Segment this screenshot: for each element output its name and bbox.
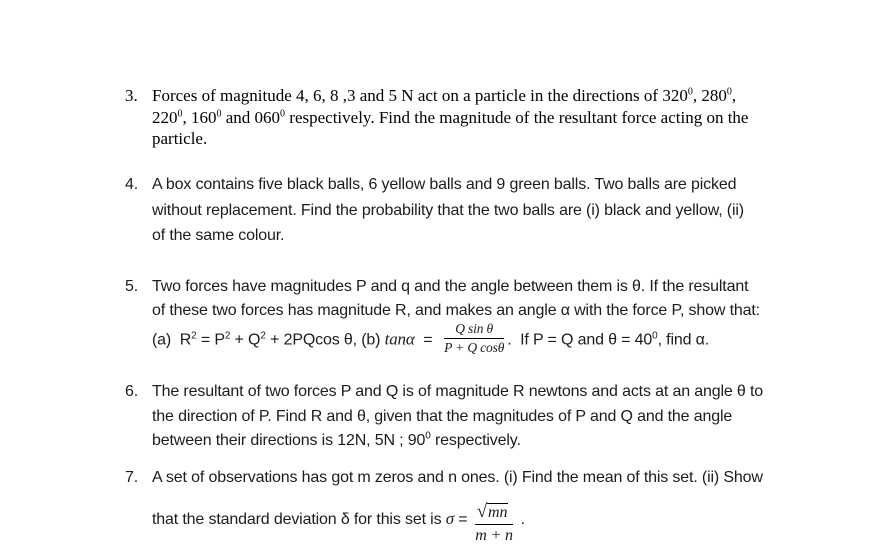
superscript: 0 <box>216 107 222 119</box>
text-run: and 060 <box>221 107 281 127</box>
text-run: , 280 <box>692 86 727 105</box>
question-5 <box>125 275 825 358</box>
text-run: + 2PQcos θ, (b) <box>265 331 385 349</box>
text-run: A set of observations has got m zeros and n ones. (i) Find the mean of this set. (ii) Show <box>152 469 763 486</box>
fraction <box>444 321 504 356</box>
question-number: 5. <box>125 278 139 295</box>
text-run: that the standard deviation δ for this set is <box>152 511 446 529</box>
question-number: 3. <box>125 86 138 105</box>
superscript: 0 <box>687 86 693 98</box>
question-4 <box>125 172 825 249</box>
fraction-numerator: Q sin θ <box>444 321 504 339</box>
math-italic: σ <box>445 509 454 529</box>
question-line <box>152 198 825 224</box>
question-3 <box>125 85 825 150</box>
fraction-denominator: P + Q cosθ <box>444 340 505 355</box>
superscript: 0 <box>177 107 183 119</box>
text-run: the direction of P. Find R and θ, given that the magnitudes of P and Q and the angle <box>152 407 733 425</box>
text-run: without replacement. Find the probability that the two balls are (i) black and yellow, (ii) <box>152 201 744 219</box>
question-line <box>152 85 825 107</box>
question-body <box>152 466 825 543</box>
text-run: , find α. <box>657 331 710 349</box>
text-run: of these two forces has magnitude R, and makes an angle α with the force P, show that: <box>152 302 760 319</box>
question-line <box>152 223 825 249</box>
text-run: . <box>516 511 525 529</box>
superscript: 0 <box>652 330 658 342</box>
question-7 <box>125 466 825 543</box>
question-line <box>152 107 825 129</box>
question-number: 7. <box>125 469 139 486</box>
question-line <box>152 429 825 454</box>
superscript: 2 <box>191 330 197 342</box>
question-line <box>152 380 825 405</box>
text-run: 220 <box>152 107 178 127</box>
superscript: 2 <box>260 330 266 342</box>
text-run: = <box>414 331 442 349</box>
question-number: 6. <box>125 383 139 400</box>
question-number: 4. <box>125 176 139 193</box>
sqrt-fraction <box>475 500 514 546</box>
text-run: . If P = Q and θ = 40 <box>507 331 653 349</box>
question-line <box>152 275 825 299</box>
question-body <box>152 85 825 150</box>
fraction-numerator <box>475 500 514 525</box>
question-body <box>152 172 825 249</box>
question-line <box>152 405 825 430</box>
text-run: respectively. Find the magnitude of the resultant force acting on the <box>285 107 749 127</box>
text-run: Two forces have magnitudes P and q and the angle between them is θ. If the resultant <box>152 278 749 295</box>
text-run: , <box>731 86 737 105</box>
question-line <box>152 172 825 198</box>
text-run: The resultant of two forces P and Q is of magnitude R newtons and acts at an angle θ to <box>152 383 764 400</box>
question-body <box>152 380 825 454</box>
text-run: A box contains five black balls, 6 yellow balls and 9 green balls. Two balls are picked <box>152 176 737 193</box>
superscript: 0 <box>726 86 732 98</box>
question-line <box>152 497 825 543</box>
text-run: (a) R <box>152 331 192 349</box>
question-line <box>152 128 825 150</box>
text-run: of the same colour. <box>152 227 285 244</box>
text-run: = P <box>196 331 225 349</box>
question-line <box>152 466 825 490</box>
text-run: + Q <box>230 331 261 349</box>
text-run: between their directions is 12N, 5N ; 90 <box>152 432 426 449</box>
text-run: = <box>453 511 472 529</box>
text-run: Forces of magnitude 4, 6, 8 ,3 and 5 N act on a particle in the directions of 320 <box>152 86 688 105</box>
superscript: 0 <box>425 430 431 442</box>
question-line <box>152 323 825 358</box>
fraction-denominator: m + n <box>475 527 513 544</box>
text-run: , 160 <box>182 107 217 127</box>
question-6 <box>125 380 825 454</box>
radical-sign-icon: √ <box>476 501 488 522</box>
text-run: particle. <box>152 129 208 148</box>
question-body <box>152 275 825 358</box>
superscript: 0 <box>280 107 286 119</box>
math-italic: tanα <box>384 329 415 349</box>
text-run: respectively. <box>430 432 521 449</box>
question-line <box>152 299 825 323</box>
superscript: 2 <box>224 330 231 342</box>
radicand: mn <box>488 504 508 521</box>
